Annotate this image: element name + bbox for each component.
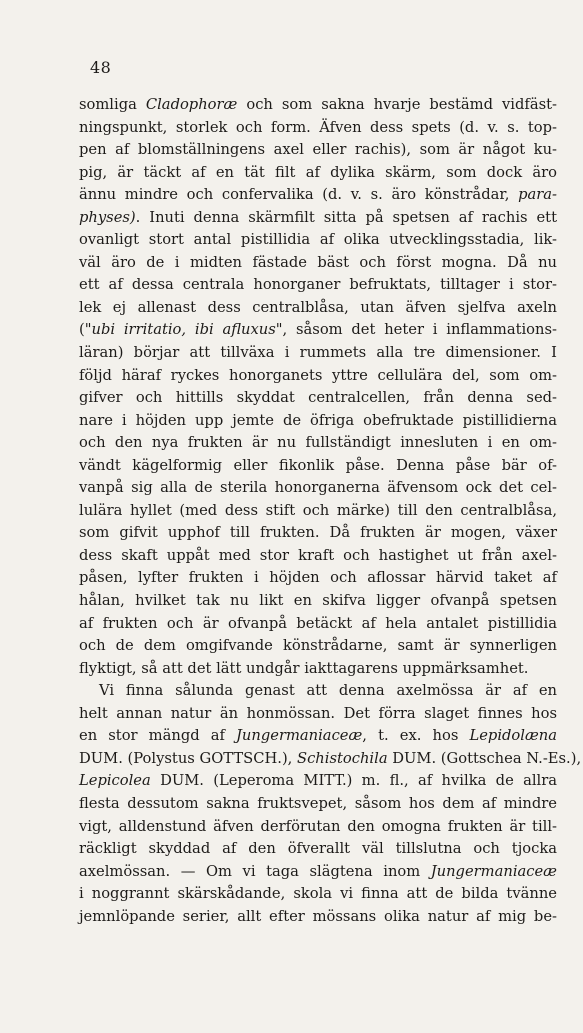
text-line: pig, är täckt af en tät filt af dylika skärm, som dock äro: [79, 163, 557, 181]
body-text: [79, 94, 582, 928]
text-line: jemnlöpande serier, allt efter mössans olika natur af mig be-: [79, 907, 557, 925]
text-line: flesta dessutom sakna fruktsvepet, såsom hos dem af mindre: [79, 794, 557, 812]
text-line: vändt kägelformig eller fikonlik påse. Denna påse bär of-: [79, 456, 557, 474]
text-line: påsen, lyfter frukten i höjden och aflossar härvid taket af: [79, 569, 557, 587]
text-line: physes). Inuti denna skärmfilt sitta på spetsen af rachis ett: [79, 208, 557, 226]
text-line: somliga Cladophoræ och som sakna hvarje bestämd vidfäst-: [79, 96, 558, 113]
text-line: af frukten och är ofvanpå betäckt af hela antalet pistillidia: [79, 614, 557, 632]
text-line: lek ej allenast dess centralblåsa, utan äfven sjelfva axeln: [79, 298, 557, 316]
text-line: gifver och hittills skyddat centralcellen, från denna sed-: [79, 389, 557, 407]
text-line: flyktigt, så att det lätt undgår iakttagarens uppmärksamhet.: [79, 659, 529, 677]
text-line: dess skaft uppåt med stor kraft och hastighet ut från axel-: [79, 546, 557, 564]
page-number: 48: [90, 58, 112, 77]
text-line: som gifvit upphof till frukten. Då frukten är mogen, växer: [79, 524, 557, 542]
text-line: hålan, hvilket tak nu likt en skifva ligger ofvanpå spetsen: [79, 592, 557, 610]
text-line: följd häraf ryckes honorganets yttre cellulära del, som om-: [79, 366, 557, 384]
text-line: ett af dessa centrala honorganer befruktats, tilltager i stor-: [79, 276, 557, 294]
text-line: läran) börjar att tillväxa i rummets alla tre dimensioner. I: [79, 344, 557, 362]
text-line: lulära hyllet (med dess stift och märke) till den centralblåsa,: [79, 501, 557, 519]
text-line: axelmössan. — Om vi taga slägtena inom Jungermaniaceæ: [79, 862, 557, 880]
text-line: en stor mängd af Jungermaniaceæ, t. ex. hos Lepidolæna: [79, 727, 557, 745]
text-line: väl äro de i midten fästade bäst och först mogna. Då nu: [79, 253, 557, 271]
text-line: Vi finna sålunda genast att denna axelmössa är af en: [99, 682, 557, 700]
text-line: ännu mindre och confervalika (d. v. s. äro könstrådar, para-: [79, 186, 557, 204]
text-line: pen af blomställningens axel eller rachis), som är något ku-: [79, 141, 557, 159]
text-line: DUM. (Polystus GOTTSCH.), Schistochila DUM. (Gottschea N.-Es.),: [79, 749, 582, 767]
text-line: Lepicolea DUM. (Leperoma MITT.) m. fl., af hvilka de allra: [79, 772, 558, 790]
text-line: ningspunkt, storlek och form. Äfven dess spets (d. v. s. top-: [79, 118, 557, 136]
text-line: och den nya frukten är nu fullständigt innesluten i en om-: [79, 434, 557, 452]
text-line: nare i höjden upp jemte de öfriga obefruktade pistillidierna: [79, 411, 557, 429]
text-line: ovanligt stort antal pistillidia af olika utvecklingsstadia, lik-: [79, 231, 557, 249]
text-line: vanpå sig alla de sterila honorganerna äfvensom ock det cel-: [79, 479, 557, 497]
text-line: vigt, alldenstund äfven derförutan den omogna frukten är till-: [79, 817, 557, 835]
text-line: räckligt skyddad af den öfverallt väl tillslutna och tjocka: [79, 840, 557, 858]
text-line: och de dem omgifvande könstrådarne, samt är synnerligen: [79, 637, 557, 655]
text-line: helt annan natur än honmössan. Det förra slaget finnes hos: [79, 704, 557, 722]
text-line: ("ubi irritatio, ibi afluxus", såsom det heter i inflammations-: [79, 321, 557, 339]
text-line: i noggrannt skärskådande, skola vi finna att de bilda tvänne: [79, 885, 557, 903]
